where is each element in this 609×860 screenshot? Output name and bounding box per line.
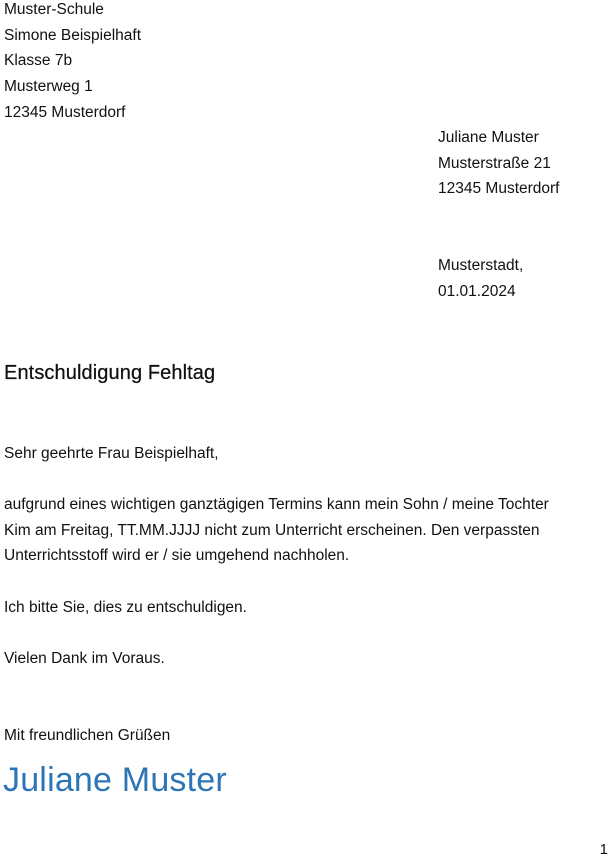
page-number: 1 <box>599 841 608 858</box>
salutation: Sehr geehrte Frau Beispielhaft, <box>4 445 219 462</box>
place: Musterstadt, <box>438 257 524 274</box>
sender-school: Muster-Schule <box>4 1 104 18</box>
sender-street: Musterweg 1 <box>4 78 93 96</box>
recipient-name: Juliane Muster <box>438 129 539 146</box>
body-line: Kim am Freitag, TT.MM.JJJJ nicht zum Unterricht erscheinen. Den verpassten <box>4 521 540 539</box>
letter-subject: Entschuldigung Fehltag <box>4 362 216 384</box>
signature: Juliane Muster <box>3 761 227 799</box>
recipient-city: 12345 Musterdorf <box>438 180 560 198</box>
sender-name: Simone Beispielhaft <box>4 26 141 44</box>
place-and-date <box>438 253 523 304</box>
thanks-sentence: Vielen Dank im Voraus. <box>4 650 165 667</box>
request-sentence: Ich bitte Sie, dies zu entschuldigen. <box>4 599 247 616</box>
recipient-street: Musterstraße 21 <box>438 154 551 172</box>
sender-address <box>4 0 141 126</box>
sender-city: 12345 Musterdorf <box>4 103 126 121</box>
date: 01.01.2024 <box>438 282 516 300</box>
body-paragraph <box>4 492 549 569</box>
closing-phrase: Mit freundlichen Grüßen <box>4 727 171 744</box>
body-line: aufgrund eines wichtigen ganztägigen Termins kann mein Sohn / meine Tochter <box>4 496 549 513</box>
recipient-address <box>438 125 560 202</box>
body-line: Unterrichtsstoff wird er / sie umgehend nachholen. <box>4 547 350 565</box>
sender-class: Klasse 7b <box>4 52 73 70</box>
